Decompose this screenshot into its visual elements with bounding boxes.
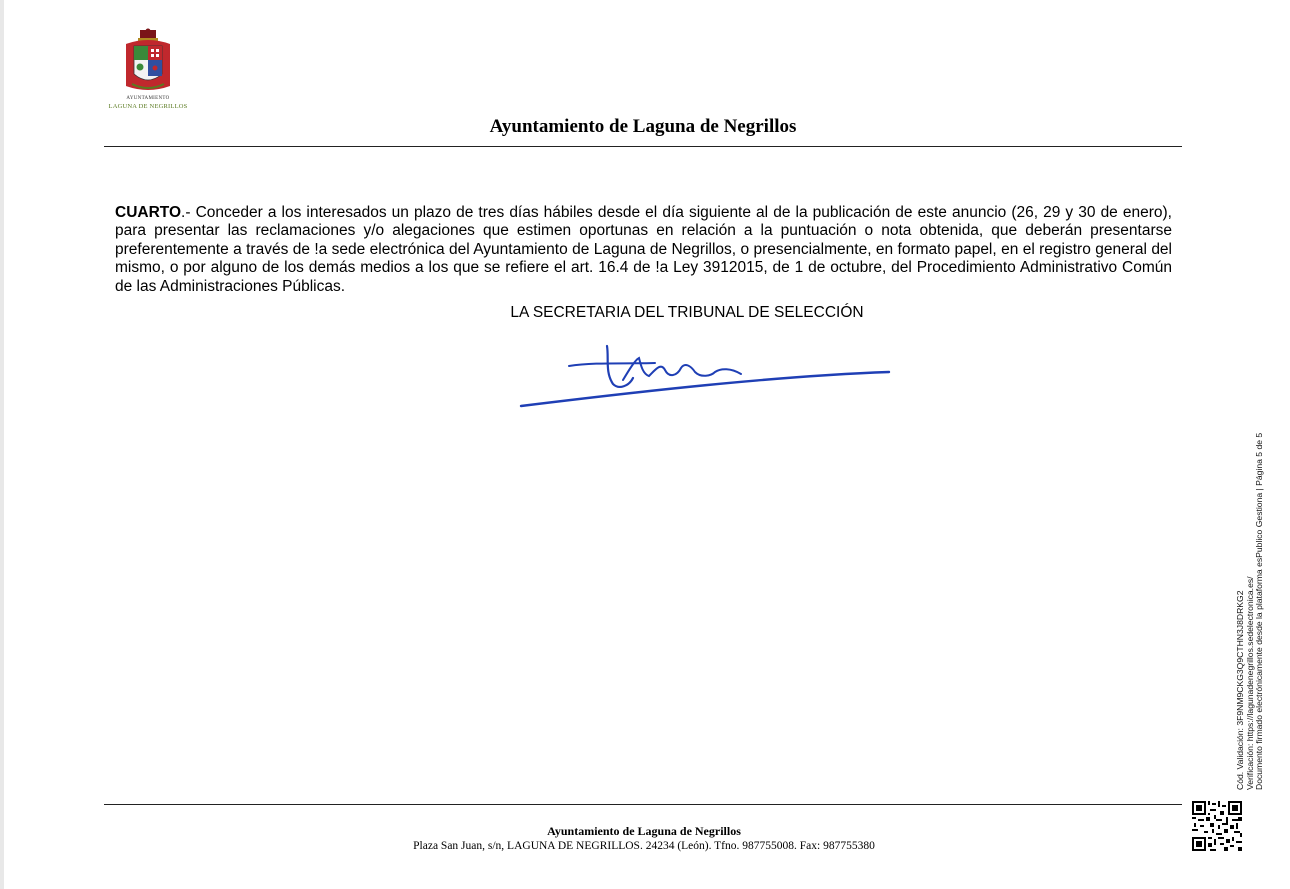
paragraph-text: .- Conceder a los interesados un plazo de tres días hábiles desde el día siguiente al de la publicación de este anuncio (26, 29 y 30 de enero), para presentar las reclamaciones y/o alegaciones que estimen oportunas en relación a la puntuación o nota obtenida, que deberán presentarse preferentemente a través de !a sede electrónica del Ayuntamiento de Laguna de Negrillos, o presencialmente, en formato papel, en el registro general del mismo, o por alguno de los demás medios a los que se refiere el art. 16.4 de !a Ley 3912015, de 1 de octubre, del Procedimiento Administrativo Común de las Administraciones Públicas.	[115, 204, 1172, 295]
municipal-logo	[104, 28, 192, 112]
logo-caption-top: AYUNTAMIENTO	[126, 96, 170, 101]
coat-of-arms-icon	[122, 28, 174, 94]
body-paragraph	[115, 204, 1172, 296]
header-divider	[104, 146, 1182, 147]
verification-url: Verificación: https://lagunadenegrillos.sedelectronica.es/	[1244, 576, 1255, 790]
logo-caption-bottom: LAGUNA DE NEGRILLOS	[108, 103, 188, 110]
footer-address: Plaza San Juan, s/n, LAGUNA DE NEGRILLOS. 24234 (León). Tfno. 987755008. Fax: 987755380	[413, 840, 875, 852]
handwritten-signature	[515, 340, 895, 412]
validation-stamp	[1236, 433, 1265, 790]
signer-title: LA SECRETARIA DEL TRIBUNAL DE SELECCIÓN	[510, 304, 864, 321]
header-title: Ayuntamiento de Laguna de Negrillos	[489, 116, 797, 137]
footer-title: Ayuntamiento de Laguna de Negrillos	[547, 824, 741, 838]
page-edge	[0, 0, 4, 889]
footer-divider	[104, 804, 1182, 805]
validation-code: Cód. Validación: 3F9NM9CKG3Q9CTHN3J8DRKG2	[1235, 590, 1245, 790]
signature-notice: Documento firmado electrónicamente desde la plataforma esPublico Gestiona | Página 5 de 5	[1254, 432, 1265, 790]
qr-code-icon	[1192, 801, 1242, 851]
paragraph-lead: CUARTO	[115, 204, 182, 221]
